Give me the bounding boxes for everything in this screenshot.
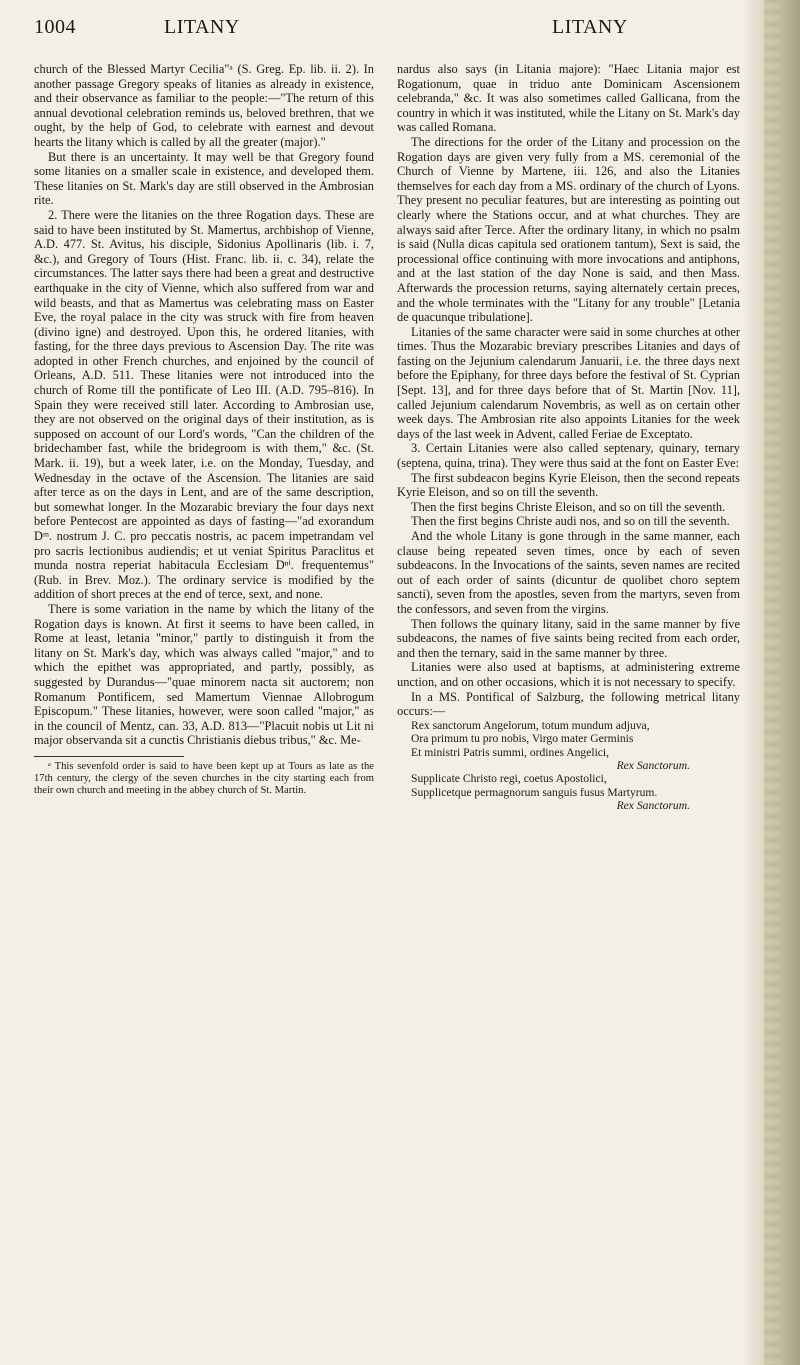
running-title-left: LITANY <box>164 16 240 38</box>
right-column <box>397 62 740 813</box>
paragraph: And the whole Litany is gone through in the same manner, each clause being repeated seven times, once by each of seven subdeacons. In the Invocations of the saints, seven names are recited out of each order of saints (dicuntur de quolibet choro septem sancti), seven from the apostles, seven from the martyrs, seven from the confessors, and seven from the virgins. <box>397 529 740 616</box>
paragraph: church of the Blessed Martyr Cecilia"ᵃ (S. Greg. Ep. lib. ii. 2). In another passage Gregory speaks of litanies as already in existence, and their observance as familiar to the people:—"The return of this annual devotional celebration reminds us, beloved brethren, that we ought, by the help of God, to celebrate with earnest and devout hearts the litany which is called by all the greater (major)." <box>34 62 374 149</box>
paragraph: 3. Certain Litanies were also called septenary, quinary, ternary (septena, quina, trina). They were thus said at the font on Easter Eve: <box>397 441 740 471</box>
paragraph: Litanies were also used at baptisms, at administering extreme unction, and on other occasions, which it is not necessary to specify. <box>397 660 740 689</box>
page-number: 1004 <box>34 16 76 38</box>
paragraph: In a MS. Pontifical of Salzburg, the following metrical litany occurs:— <box>397 689 740 719</box>
left-column <box>34 62 374 798</box>
paragraph: Then the first begins Christe Eleison, and so on till the seventh. <box>411 499 726 514</box>
paragraph: The first subdeacon begins Kyrie Eleison, then the second repeats Kyrie Eleison, and so on till the seventh. <box>397 470 740 500</box>
footnote-divider <box>34 756 184 757</box>
verse-line: Ora primum tu pro nobis, Virgo mater Germinis <box>411 732 634 746</box>
paragraph: Then follows the quinary litany, said in the same manner by five subdeacons, the names of five saints being recited from each order, and then the ternary, said in the same manner by three. <box>397 616 740 660</box>
paragraph: The directions for the order of the Litany and procession on the Rogation days are given very fully from a MS. ceremonial of the Church of Vienne by Martene, iii. 126, and also the Litanies themselves for each day from a MS. ordinary of the church of Lyons. They present no peculiar features, but are interesting as pointing out clearly where the Stations occur, and at what churches. They are always said after Terce. After the ordinary litany, in which no psalm is said (Nulla dicas capitula sed orationem tantum), Sext is said, the processional office continuing with more invocations and antiphons, and at the last station of the day None is said, and then Mass. Afterwards the procession returns, saying alternately certain preces, and the whole terminates with the "Litany for any trouble" [Letania de quacunque tribulatione]. <box>397 134 740 325</box>
paragraph: 2. There were the litanies on the three Rogation days. These are said to have been instituted by St. Mamertus, archbishop of Vienne, A.D. 477. St. Avitus, his disciple, Sidonius Apollinaris (lib. i. 7, &c.), and Gregory of Tours (Hist. Franc. lib. ii. c. 34), relate the circumstances. The latter says there had been a great and destructive earthquake in the city of Vienne, which also suffered from war and wild beasts, and that as Mamertus was celebrating mass on Easter Eve, the royal palace in the city was struck with fire from heaven (divino igne) and destroyed. Upon this, he ordered litanies, with fasting, for the three days previous to Ascension Day. The rite was adopted in other French churches, and enjoined by the council of Orleans, A.D. 511. These litanies were not introduced into the church of Rome till the pontificate of Leo III. (A.D. 795–816). In Spain they were received still later. According to Ambrosian use, they are not observed on the original days of their institution, as is supposed on account of our Lord's words, "Can the children of the bridechamber fast, while the bridegroom is with them," &c. (St. Mark. ii. 19), but a week later, i.e. on the Monday, Tuesday, and Wednesday in the octave of the Ascension. The litanies are said after terce as on the days in Lent, and are of the same description, but somewhat longer. In the Mozarabic breviary the four days next before Pentecost are appointed as days of fasting—"ad exorandum Dᵐ. nostrum J. C. pro peccatis nostris, ac pacem impetrandam vel pro sacris lectionibus audiendis; et ut veniat Spiritus Paraclitus et munda nostra reperiat habitacula Ecclesiam Dⁿⁱ. frequentemus" (Rub. in Brev. Moz.). The ordinary service is modified by the addition of short preces at the end of terce, sext, and none. <box>34 207 374 602</box>
verse-line: Supplicate Christo regi, coetus Apostolici, <box>411 772 607 786</box>
verse-refrain: Rex Sanctorum. <box>616 758 690 772</box>
paragraph: nardus also says (in Litania majore): "Haec Litania major est Rogationum, quae in triduo ante Dominicam Ascensionem celebranda," &c. It was also sometimes called Gallicana, from the country in which it was instituted, while the Litany on St. Mark's day was called Romana. <box>397 62 740 135</box>
verse-line: Supplicetque permagnorum sanguis fusus Martyrum. <box>411 785 658 799</box>
paragraph: Then the first begins Christe audi nos, and so on till the seventh. <box>411 514 730 529</box>
verse-refrain: Rex Sanctorum. <box>616 799 690 813</box>
page-header <box>34 16 766 46</box>
footnote: ᵃ This sevenfold order is said to have been kept up at Tours as late as the 17th century, the clergy of the seven churches in the city starting each from their own church and meeting in the abbey church of St. Martin. <box>34 760 374 797</box>
paragraph: But there is an uncertainty. It may well be that Gregory found some litanies on a smaller scale in existence, and developed them. These litanies on St. Mark's day are still observed in the Ambrosian rite. <box>34 149 374 208</box>
verse-line: Rex sanctorum Angelorum, totum mundum adjuva, <box>411 718 650 732</box>
paragraph: Litanies of the same character were said in some churches at other times. Thus the Mozarabic breviary prescribes Litanies and days of fasting on the Jejunium calendarum Januarii, i.e. the three days next before the Epiphany, for three days before the festival of St. Cyprian [Sept. 13], and for three days before that of St. Martin [Nov. 11], called Jejunium calendarum Novembris, as well as on certain other week days. The Ambrosian rite also appoints Litanies for the week days of the last week in Advent, called Feriae de Exceptato. <box>397 324 740 441</box>
paragraph: There is some variation in the name by which the litany of the Rogation days is known. At first it seems to have been called, in Rome at least, letania "minor," partly to distinguish it from the litany on St. Mark's day, which was always called "major," and to which the epithet was appropriated, and partly, possibly, as suggested by Durandus—"quae minorem nacta sit auctorem; non Romanum Pontificem, sed Mamertum Viennae Allobrogum Episcopum." These litanies, however, were soon called "major," as in the council of Mentz, can. 33, A.D. 813—"Placuit nobis ut Lit ni major observanda sit a cunctis Christianis diebus tribus," &c. Me- <box>34 601 374 748</box>
running-title-right: LITANY <box>552 16 628 38</box>
verse-line: Et ministri Patris summi, ordines Angelici, <box>411 745 610 759</box>
binding-strip <box>764 0 780 1365</box>
